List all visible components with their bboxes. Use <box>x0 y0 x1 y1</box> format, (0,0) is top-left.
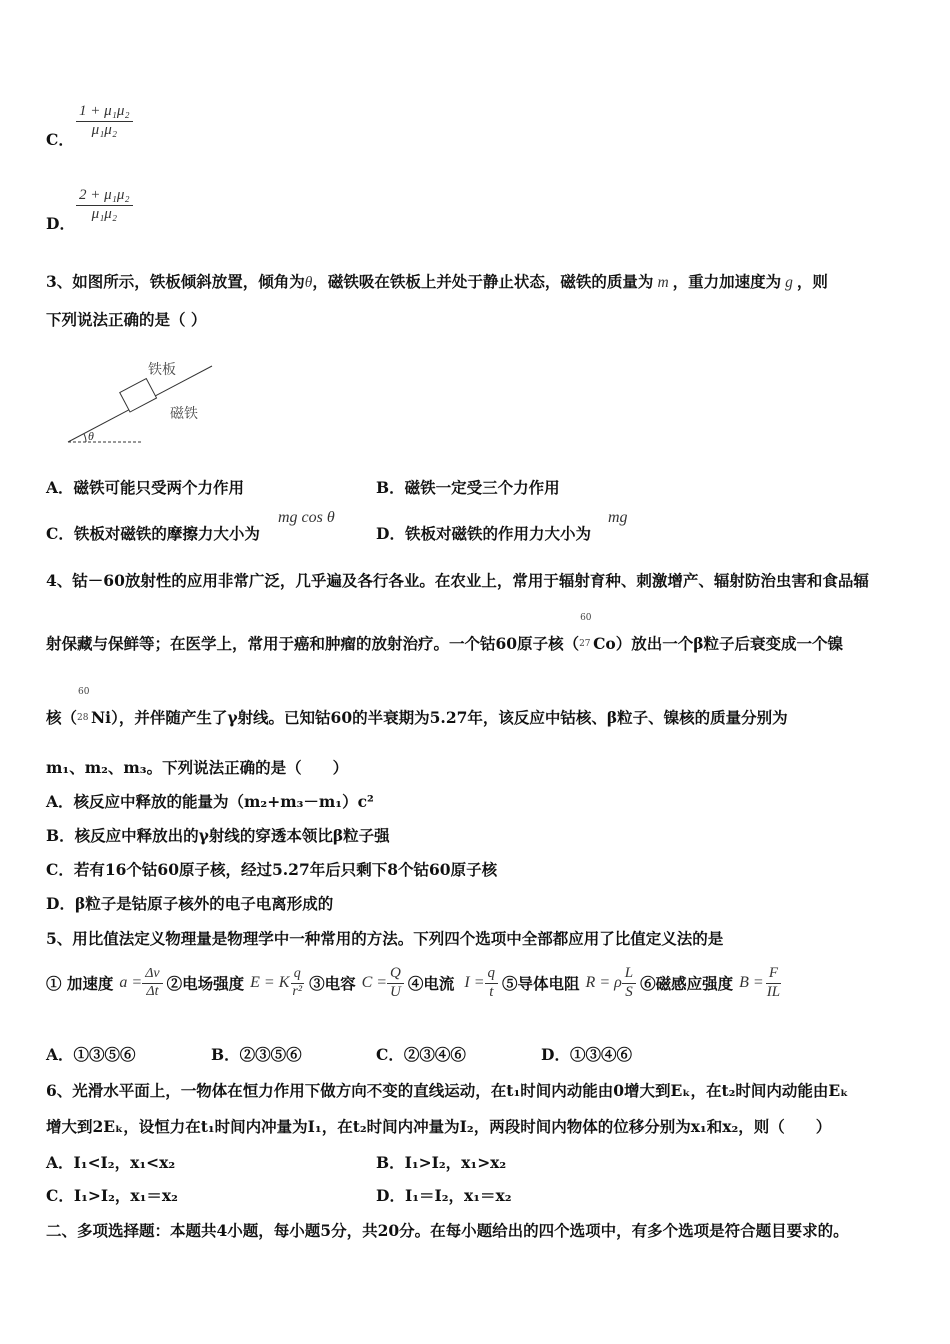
q2-option-c-label: C． <box>46 130 74 149</box>
q5-formula3-fraction <box>387 966 404 1001</box>
q5-formula6-fraction <box>764 966 783 1001</box>
q2-d-numerator: 2 + μ₁μ₂ <box>76 188 133 206</box>
q5-option-d: D．①③④⑥ <box>541 1045 632 1064</box>
q5-f6-num: F <box>766 966 781 984</box>
cobalt-atomic-number: 27 <box>579 639 591 649</box>
q5-f2-den: r² <box>292 983 303 999</box>
q5-f1-num: Δv <box>142 967 162 984</box>
q4-option-a: A．核反应中释放的能量为（m₂+m₃－m₁）c² <box>46 792 374 811</box>
angle-arc <box>84 434 86 442</box>
q4-stem-line4: m₁、m₂、m₃。下列说法正确的是（ ） <box>46 758 349 777</box>
q5-f2-num: q <box>291 967 304 984</box>
q5-f3-num: Q <box>387 966 404 984</box>
q6-option-a: A．I₁<I₂，x₁<x₂ <box>46 1153 176 1172</box>
q5-formula4-fraction <box>485 966 499 1001</box>
q5-option-c: C．②③④⑥ <box>376 1045 466 1064</box>
nickel-atomic-number: 28 <box>77 713 89 723</box>
q3-text-b: ，磁铁吸在铁板上并处于静止状态，磁铁的质量为 <box>312 272 654 291</box>
q3-text-d: ，则 <box>796 272 828 291</box>
q2-c-numerator: 1 + μ₁μ₂ <box>76 104 133 122</box>
q5-f5-den: S <box>625 983 633 1000</box>
q5-item4-label: ④电流 <box>407 974 455 993</box>
q3-option-c: C．铁板对磁铁的摩擦力大小为 <box>46 524 260 543</box>
q5-formula6-lhs: B = <box>739 974 764 991</box>
q5-formula3-lhs: C = <box>361 974 388 991</box>
q3-text-c: ，重力加速度为 <box>672 272 782 291</box>
q5-f6-den: IL <box>766 983 781 1000</box>
q5-formula1-lhs: a = <box>119 974 143 991</box>
q4-text-a: 射保藏与保鲜等；在医学上，常用于癌和肿瘤的放射治疗。一个钴60原子核（ <box>46 634 580 653</box>
iron-plate-label: 铁板 <box>148 362 176 378</box>
q3-option-c-math: mg cos θ <box>278 509 335 526</box>
angle-theta-label: θ <box>88 429 94 443</box>
q5-item2-label: ②电场强度 <box>166 974 245 993</box>
q4-text-c: 核（ <box>46 708 78 727</box>
nickel-isotope <box>77 687 91 729</box>
q6-stem-line1: 6、光滑水平面上，一物体在恒力作用下做方向不变的直线运动，在t₁时间内动能由0增大到Eₖ，在t₂时间内动能由Eₖ <box>46 1081 849 1100</box>
q2-option-d-formula <box>76 188 133 223</box>
q5-f1-den: Δt <box>146 983 159 999</box>
q5-option-b: B．②③⑤⑥ <box>211 1045 302 1064</box>
q3-option-d: D．铁板对磁铁的作用力大小为 <box>376 524 591 543</box>
q5-item3-label: ③电容 <box>309 974 356 993</box>
q2-option-d-label: D． <box>46 214 75 233</box>
q5-items-row <box>46 961 783 1005</box>
q4-text-b: ）放出一个β粒子后衰变成一个镍 <box>615 634 844 653</box>
q5-f4-num: q <box>485 966 499 984</box>
q5-formula2-fraction <box>289 967 305 999</box>
q6-option-b: B．I₁>I₂，x₁>x₂ <box>376 1153 507 1172</box>
cobalt-mass-number: 60 <box>580 613 592 623</box>
q5-item5-label: ⑤导体电阻 <box>502 974 580 993</box>
q3-mass: m <box>657 274 669 291</box>
q5-item1-label: ① 加速度 <box>46 974 114 993</box>
q6-stem-line2: 增大到2Eₖ，设恒力在t₁时间内冲量为I₁，在t₂时间内冲量为I₂，两段时间内物体的位移分别为x₁和x₂，则（ ） <box>46 1117 832 1136</box>
magnet-block <box>120 379 157 412</box>
q2-option-c-formula <box>76 104 133 139</box>
q4-stem-line3 <box>46 687 788 729</box>
q5-formula5-lhs: R = ρ <box>585 974 622 991</box>
q3-stem-line1 <box>46 270 828 292</box>
magnet-label: 磁铁 <box>170 406 198 422</box>
q3-option-b: B．磁铁一定受三个力作用 <box>376 478 560 497</box>
q4-text-d: ），并伴随产生了γ射线。已知钴60的半衰期为5.27年，该反应中钴核、β粒子、镍核的质量分别为 <box>111 708 788 727</box>
q4-option-c: C．若有16个钴60原子核，经过5.27年后只剩下8个钴60原子核 <box>46 860 498 879</box>
q5-formula1-fraction <box>142 967 162 999</box>
q5-item6-label: ⑥磁感应强度 <box>640 974 734 993</box>
q3-gravity: g <box>785 274 793 291</box>
q6-option-c: C．I₁>I₂，x₁＝x₂ <box>46 1186 178 1205</box>
q3-text-a: 3、如图所示，铁板倾斜放置，倾角为 <box>46 272 305 291</box>
q3-stem-line2: 下列说法正确的是（ ） <box>46 310 207 329</box>
q4-stem-line2 <box>46 613 844 655</box>
q3-theta: θ <box>304 274 313 291</box>
q5-formula2-lhs: E = K <box>250 974 290 991</box>
q2-c-denominator: μ₁μ₂ <box>91 121 118 138</box>
q5-stem: 5、用比值法定义物理量是物理学中一种常用的方法。下列四个选项中全部都应用了比值定义法的是 <box>46 929 724 948</box>
q4-option-b: B．核反应中释放出的γ射线的穿透本领比β粒子强 <box>46 826 390 845</box>
q3-incline-figure <box>60 354 240 448</box>
nickel-mass-number: 60 <box>78 687 90 697</box>
q4-option-d: D．β粒子是钴原子核外的电子电离形成的 <box>46 894 334 913</box>
q5-f4-den: t <box>489 983 494 1000</box>
cobalt-symbol: Co <box>593 634 616 653</box>
q5-f3-den: U <box>390 983 401 1000</box>
nickel-symbol: Ni <box>91 708 112 727</box>
q3-option-a: A．磁铁可能只受两个力作用 <box>46 478 245 497</box>
q3-option-d-math: mg <box>608 509 628 526</box>
q6-option-d: D．I₁＝I₂，x₁＝x₂ <box>376 1186 512 1205</box>
q5-formula5-fraction <box>622 966 636 1001</box>
q5-f5-num: L <box>622 966 636 984</box>
q2-d-denominator: μ₁μ₂ <box>91 205 118 222</box>
q5-formula4-lhs: I = <box>464 974 485 991</box>
cobalt-isotope <box>579 613 593 655</box>
section2-heading: 二、多项选择题：本题共4小题，每小题5分，共20分。在每小题给出的四个选项中，有多个选项是符合题目要求的。 <box>46 1221 849 1240</box>
q5-option-a: A．①③⑤⑥ <box>46 1045 136 1064</box>
q4-stem-line1: 4、钴－60放射性的应用非常广泛，几乎遍及各行各业。在农业上，常用于辐射育种、刺激增产、辐射防治虫害和食品辐 <box>46 571 869 590</box>
